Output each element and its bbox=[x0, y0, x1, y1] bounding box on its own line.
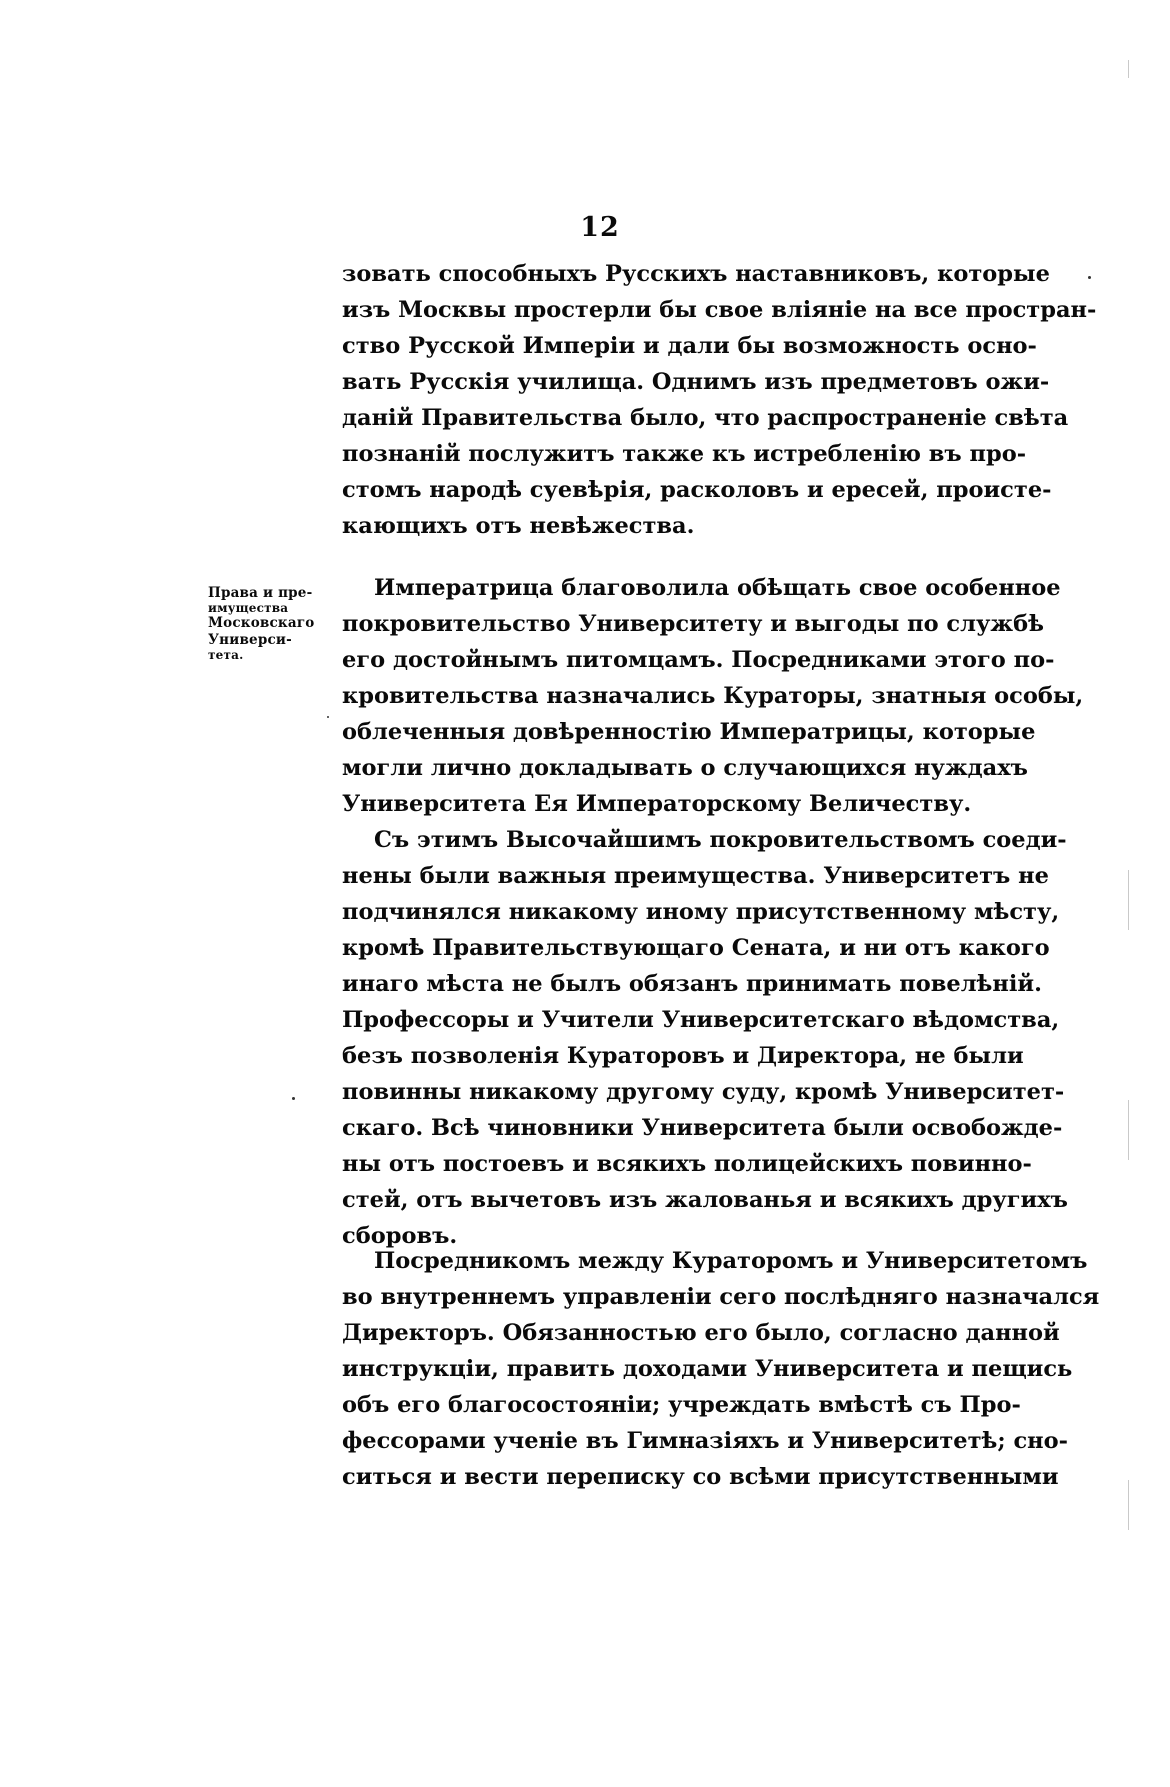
text-line: ство Русской Имперіи и дали бы возможность осно- bbox=[342, 333, 1037, 359]
text-line: ситься и вести переписку со всѣми присутственными bbox=[342, 1464, 1059, 1490]
text-line: объ его благосостояніи; учреждать вмѣстѣ съ Про- bbox=[342, 1392, 1021, 1418]
text-line: могли лично докладывать о случающихся нуждахъ bbox=[342, 755, 1028, 781]
text-line: фессорами ученіе въ Гимназіяхъ и Университетѣ; сно- bbox=[342, 1428, 1068, 1454]
scan-edge-line bbox=[1128, 60, 1129, 78]
scan-speck bbox=[292, 1097, 295, 1100]
text-line: стей, отъ вычетовъ изъ жалованья и всякихъ другихъ bbox=[342, 1187, 1068, 1213]
text-line: Профессоры и Учители Университетскаго вѣдомства, bbox=[342, 1007, 1060, 1033]
text-line: нены были важныя преимущества. Университетъ не bbox=[342, 863, 1049, 889]
scan-speck bbox=[1088, 276, 1091, 279]
text-line: познаній послужитъ также къ истребленію въ про- bbox=[342, 441, 1027, 467]
text-line: Императрица благоволила обѣщать свое особенное bbox=[374, 575, 1061, 601]
margin-note-line: Универси- bbox=[208, 632, 292, 648]
text-line: кромѣ Правительствующаго Сената, и ни отъ какого bbox=[342, 935, 1050, 961]
text-line: скаго. Всѣ чиновники Университета были освобожде- bbox=[342, 1115, 1063, 1141]
text-line: Университета Ея Императорскому Величеству. bbox=[342, 791, 972, 817]
text-line: инструкціи, править доходами Университета и пещись bbox=[342, 1356, 1073, 1382]
text-line: сборовъ. bbox=[342, 1223, 458, 1249]
paragraph-director bbox=[342, 1243, 1100, 1495]
scan-speck bbox=[327, 716, 329, 718]
text-line: Посредникомъ между Кураторомъ и Университетомъ bbox=[374, 1248, 1088, 1274]
text-line: изъ Москвы простерли бы свое вліяніе на все простран- bbox=[342, 297, 1097, 323]
scan-edge-line bbox=[1128, 1100, 1129, 1160]
margin-note-line: тета. bbox=[208, 648, 244, 662]
text-line: во внутреннемъ управленіи сего послѣдняго назначался bbox=[342, 1284, 1100, 1310]
text-line: покровительство Университету и выгоды по службѣ bbox=[342, 611, 1044, 637]
text-line: повинны никакому другому суду, кромѣ Университет- bbox=[342, 1079, 1065, 1105]
text-line: безъ позволенія Кураторовъ и Директора, не были bbox=[342, 1043, 1024, 1069]
scan-edge-line bbox=[1128, 1480, 1129, 1530]
text-line: Директоръ. Обязанностью его было, согласно данной bbox=[342, 1320, 1060, 1346]
text-line: кровительства назначались Кураторы, знатныя особы, bbox=[342, 683, 1084, 709]
text-line: стомъ народѣ суевѣрія, расколовъ и ересей, происте- bbox=[342, 477, 1052, 503]
text-line: зовать способныхъ Русскихъ наставниковъ, которые bbox=[342, 261, 1050, 287]
scan-edge-line bbox=[1128, 870, 1129, 930]
text-line: подчинялся никакому иному присутственному мѣсту, bbox=[342, 899, 1060, 925]
text-line: Съ этимъ Высочайшимъ покровительствомъ соеди- bbox=[374, 827, 1067, 853]
text-line: даній Правительства было, что распространеніе свѣта bbox=[342, 405, 1069, 431]
text-line: облеченныя довѣренностію Императрицы, которые bbox=[342, 719, 1036, 745]
text-line: инаго мѣста не былъ обязанъ принимать повелѣній. bbox=[342, 971, 1042, 997]
page-number: 12 bbox=[580, 212, 620, 243]
margin-note-line: Права и пре- bbox=[208, 585, 313, 601]
text-line: кающихъ отъ невѣжества. bbox=[342, 513, 695, 539]
paragraph-rights bbox=[342, 570, 1084, 1254]
margin-note-line: Московскаго bbox=[208, 615, 315, 631]
text-line: ны отъ постоевъ и всякихъ полицейскихъ повинно- bbox=[342, 1151, 1032, 1177]
margin-note-line: имущества bbox=[208, 601, 289, 615]
paragraph-continuation bbox=[342, 256, 1097, 544]
text-line: вать Русскія училища. Однимъ изъ предметовъ ожи- bbox=[342, 369, 1050, 395]
margin-note bbox=[208, 585, 336, 662]
text-line: его достойнымъ питомцамъ. Посредниками этого по- bbox=[342, 647, 1055, 673]
